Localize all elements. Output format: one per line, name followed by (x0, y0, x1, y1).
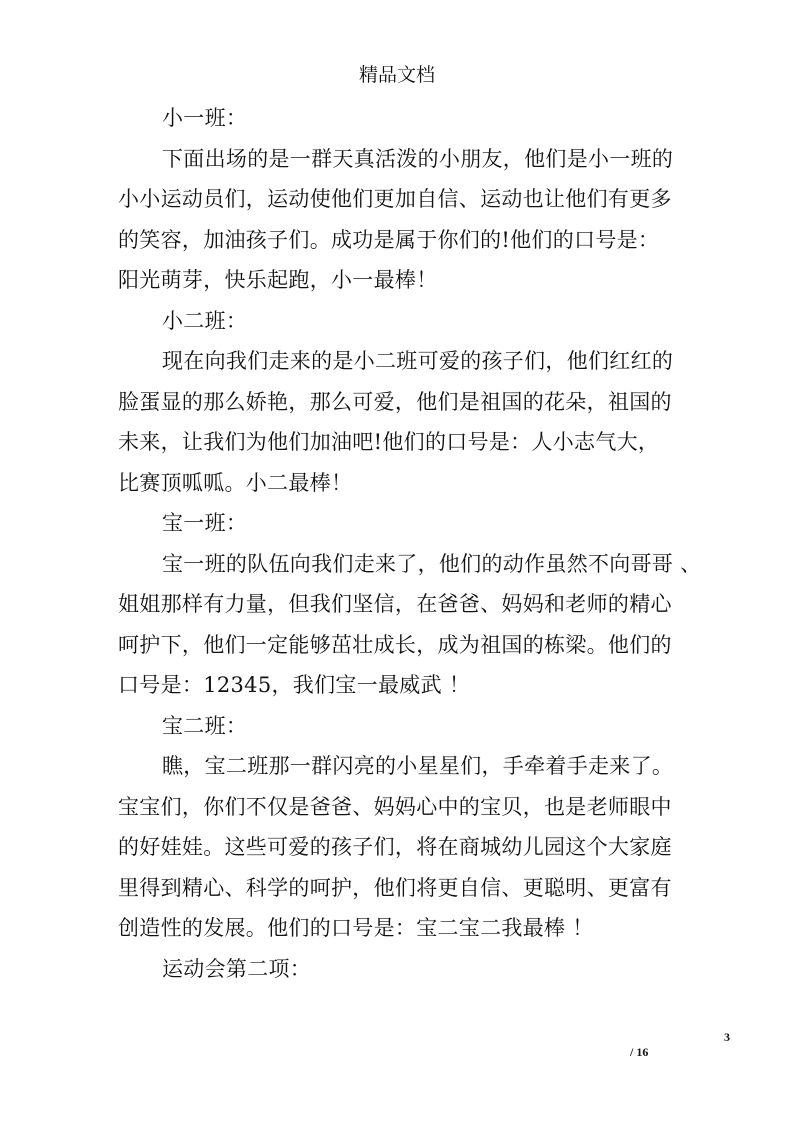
text-line: 的笑容，加油孩子们。成功是属于你们的!他们的口号是： (118, 227, 660, 252)
text-line: 宝二班： (162, 713, 248, 738)
text-line: 脸蛋显的那么娇艳，那么可爱，他们是祖国的花朵，祖国的 (118, 389, 672, 414)
text-line: 下面出场的是一群天真活泼的小朋友，他们是小一班的 (162, 146, 674, 171)
text-line: 宝一班的队伍向我们走来了，他们的动作虽然不向哥哥 、 (162, 551, 702, 576)
text-line: 里得到精心、科学的呵护，他们将更自信、更聪明、更富有 (118, 875, 672, 900)
text-line: 小二班： (162, 308, 248, 333)
text-line: 的好娃娃。这些可爱的孩子们，将在商城幼儿园这个大家庭 (118, 835, 672, 859)
text-line: 小一班： (162, 106, 248, 130)
page-number: 3 (724, 1030, 730, 1044)
text-line: 创造性的发展。他们的口号是：宝二宝二我最棒 ！ (118, 916, 594, 940)
text-line: 姐姐那样有力量，但我们坚信，在爸爸、妈妈和老师的精心 (118, 592, 672, 616)
text-line: 未来，让我们为他们加油吧!他们的口号是：人小志气大， (118, 430, 660, 454)
text-line: 宝一班： (162, 511, 248, 535)
document-body (118, 98, 702, 989)
page-total: / 16 (630, 1045, 649, 1059)
text-line: 瞧，宝二班那一群闪亮的小星星们，手牵着手走来了。 (162, 754, 674, 778)
text-line: 呵护下，他们一定能够茁壮成长，成为祖国的栋梁。他们的 (118, 632, 672, 657)
text-line: 宝宝们，你们不仅是爸爸、妈妈心中的宝贝，也是老师眼中 (118, 794, 672, 819)
text-line: 比赛顶呱呱。小二最棒！ (118, 470, 353, 495)
page-header-title: 精品文档 (358, 64, 435, 86)
text-line: 口号是：12345，我们宝一最威武 ！ (118, 673, 471, 697)
text-line: 小小运动员们，运动使他们更加自信、运动也让他们有更多 (118, 187, 672, 211)
text-line: 运动会第二项： (162, 956, 312, 981)
text-line: 阳光萌芽，快乐起跑，小一最棒！ (118, 268, 438, 292)
text-line: 现在向我们走来的是小二班可爱的孩子们，他们红红的 (162, 349, 674, 373)
